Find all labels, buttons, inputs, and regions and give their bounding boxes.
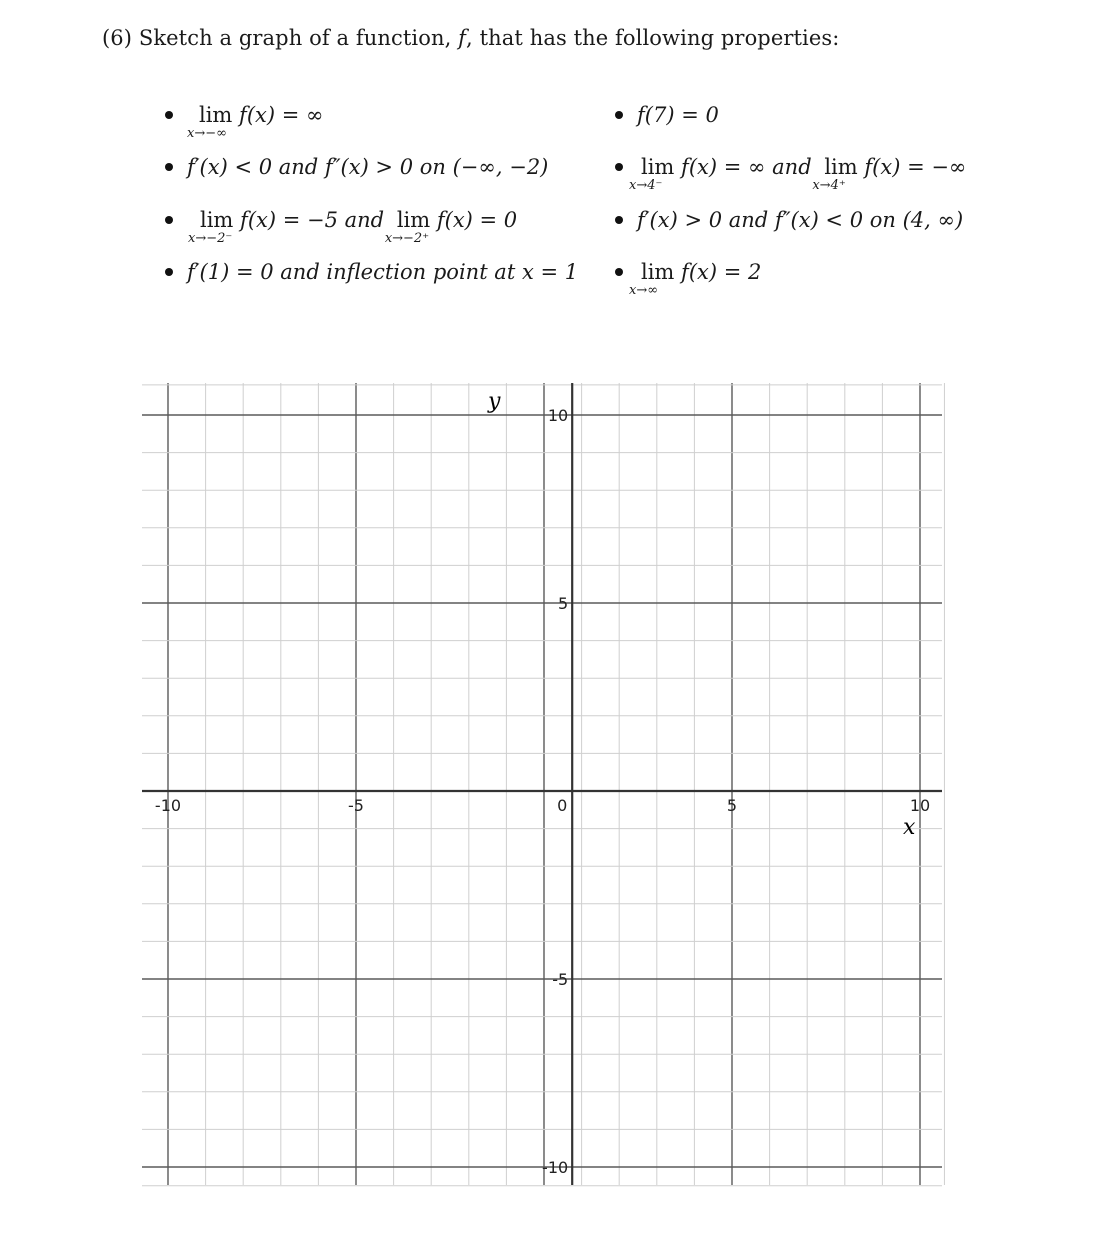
property-text: f′(x) < 0 and f″(x) > 0 on (−∞, −2) bbox=[187, 155, 549, 179]
question-number: (6) bbox=[102, 26, 133, 50]
limit-expression: f(x) = 2 bbox=[681, 260, 762, 284]
question-prompt-start: Sketch a graph of a function, bbox=[138, 26, 452, 50]
property-text: f(7) = 0 bbox=[637, 103, 719, 127]
lim-subscript: x→∞ bbox=[629, 283, 659, 298]
x-tick-label: 0 bbox=[557, 796, 568, 815]
lim-subscript: x→−2⁻ bbox=[188, 231, 233, 246]
limit-expression: f(x) = −∞ bbox=[864, 155, 967, 179]
y-tick-label: -5 bbox=[552, 970, 569, 989]
property-text: f′(x) > 0 and f″(x) < 0 on (4, ∞) bbox=[637, 208, 964, 232]
lim-word: lim bbox=[200, 208, 234, 232]
lim-word: lim bbox=[824, 155, 858, 179]
limit-expression: f(x) = 0 bbox=[436, 208, 518, 232]
property-text: f′(1) = 0 and inflection point at x = 1 bbox=[187, 260, 579, 284]
function-name: f bbox=[458, 26, 467, 50]
axes bbox=[142, 383, 942, 1185]
limit-expression: f(x) = −5 and bbox=[240, 208, 385, 232]
lim-word: lim bbox=[641, 155, 675, 179]
x-tick-label: -5 bbox=[348, 796, 364, 815]
x-tick-label: 10 bbox=[909, 796, 931, 815]
limit-expression: f(x) = ∞ bbox=[239, 103, 324, 127]
question-prompt-end: , that has the following properties: bbox=[466, 26, 840, 50]
y-axis-label: y bbox=[488, 389, 501, 414]
lim-word: lim bbox=[641, 260, 675, 284]
x-tick-label: -10 bbox=[154, 796, 182, 815]
x-axis-label: x bbox=[903, 815, 916, 840]
y-tick-label: 5 bbox=[558, 594, 569, 613]
lim-word: lim bbox=[396, 208, 431, 232]
lim-subscript: x→4⁺ bbox=[812, 178, 846, 193]
lim-subscript: x→−2⁺ bbox=[384, 231, 430, 246]
x-tick-label: 5 bbox=[726, 796, 738, 815]
lim-word: lim bbox=[199, 103, 233, 127]
grid-lines bbox=[142, 383, 944, 1186]
y-tick-label: -10 bbox=[542, 1158, 569, 1177]
y-tick-label: 10 bbox=[547, 406, 569, 425]
lim-subscript: x→4⁻ bbox=[629, 178, 663, 193]
limit-expression: f(x) = ∞ and bbox=[681, 155, 812, 179]
lim-subscript: x→−∞ bbox=[187, 126, 227, 141]
